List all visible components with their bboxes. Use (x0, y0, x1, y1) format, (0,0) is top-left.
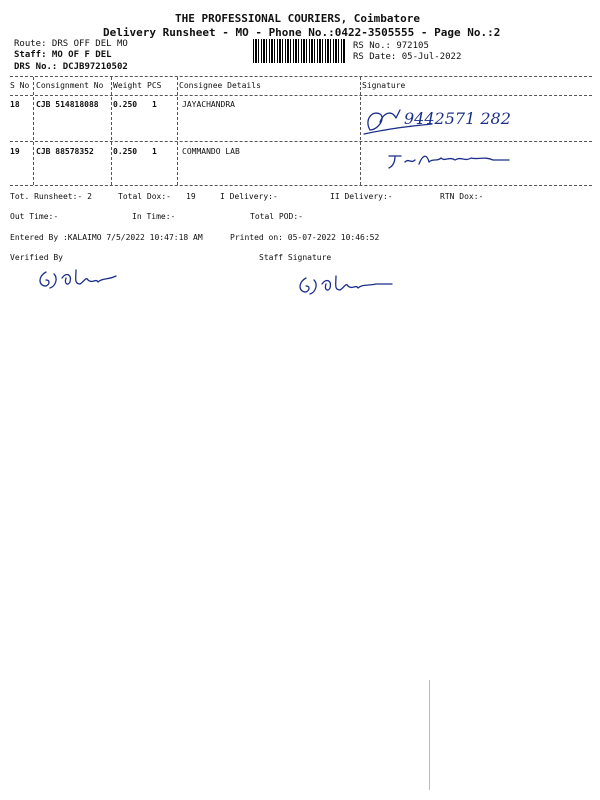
rs-number: RS No.: 972105 (353, 41, 429, 51)
verified-by-signature (36, 266, 136, 292)
rs-date: RS Date: 05-Jul-2022 (353, 52, 462, 62)
total-dox-value: 19 (186, 192, 196, 201)
company-title: THE PROFESSIONAL COURIERS, Coimbatore (175, 12, 421, 25)
scan-artifact-line (429, 680, 430, 790)
row-sno: 19 (10, 147, 20, 156)
col-header-consignee: Consignee Details (179, 81, 261, 90)
row-weight: 0.250 (113, 100, 138, 109)
total-dox-label: Total Dox:- (118, 192, 171, 201)
in-time: In Time:- (132, 212, 176, 221)
signature-row-19 (385, 148, 525, 170)
out-time: Out Time:- (10, 212, 59, 221)
runsheet-subtitle: Delivery Runsheet - MO - Phone No.:0422-3505555 - Page No.:2 (103, 26, 501, 39)
col-header-pcs: PCS (147, 81, 162, 90)
total-pod: Total POD:- (250, 212, 303, 221)
drs-number: DRS No.: DCJB97210502 (14, 62, 128, 72)
col-divider (360, 77, 361, 185)
col-divider (33, 77, 34, 185)
staff-signature (296, 272, 406, 296)
row-consignee: COMMANDO LAB (182, 147, 240, 156)
row-sno: 18 (10, 100, 20, 109)
col-header-weight: Weight (113, 81, 142, 90)
route-label: Route: DRS OFF DEL MO (14, 39, 128, 49)
table-top-rule (10, 76, 592, 77)
row-pcs: 1 (152, 147, 157, 156)
col-header-signature: Signature (362, 81, 406, 90)
row-pcs: 1 (152, 100, 157, 109)
row-consignment: CJB 88578352 (36, 147, 94, 156)
col-divider (177, 77, 178, 185)
table-header-rule (10, 95, 592, 96)
handwritten-phone: 9442571 282 (404, 109, 511, 128)
col-divider (111, 77, 112, 185)
rtn-dox: RTN Dox:- (440, 192, 484, 201)
col-header-sno: S No (10, 81, 30, 90)
col-header-consignment: Consignment No (36, 81, 104, 90)
entered-by: Entered By :KALAIMO 7/5/2022 10:47:18 AM (10, 233, 203, 242)
signature-row-18 (362, 100, 532, 142)
row-weight: 0.250 (113, 147, 138, 156)
tot-runsheet: Tot. Runsheet:- 2 (10, 192, 92, 201)
barcode-image (253, 39, 346, 63)
verified-by-label: Verified By (10, 253, 63, 262)
printed-on: Printed on: 05-07-2022 10:46:52 (230, 233, 380, 242)
staff-signature-label: Staff Signature (259, 253, 332, 262)
table-bottom-rule (10, 185, 592, 186)
i-delivery: I Delivery:- (220, 192, 278, 201)
row-consignee: JAYACHANDRA (182, 100, 235, 109)
staff-label: Staff: MO OF F DEL (14, 50, 112, 60)
row-consignment: CJB 514818088 (36, 100, 99, 109)
ii-delivery: II Delivery:- (330, 192, 393, 201)
